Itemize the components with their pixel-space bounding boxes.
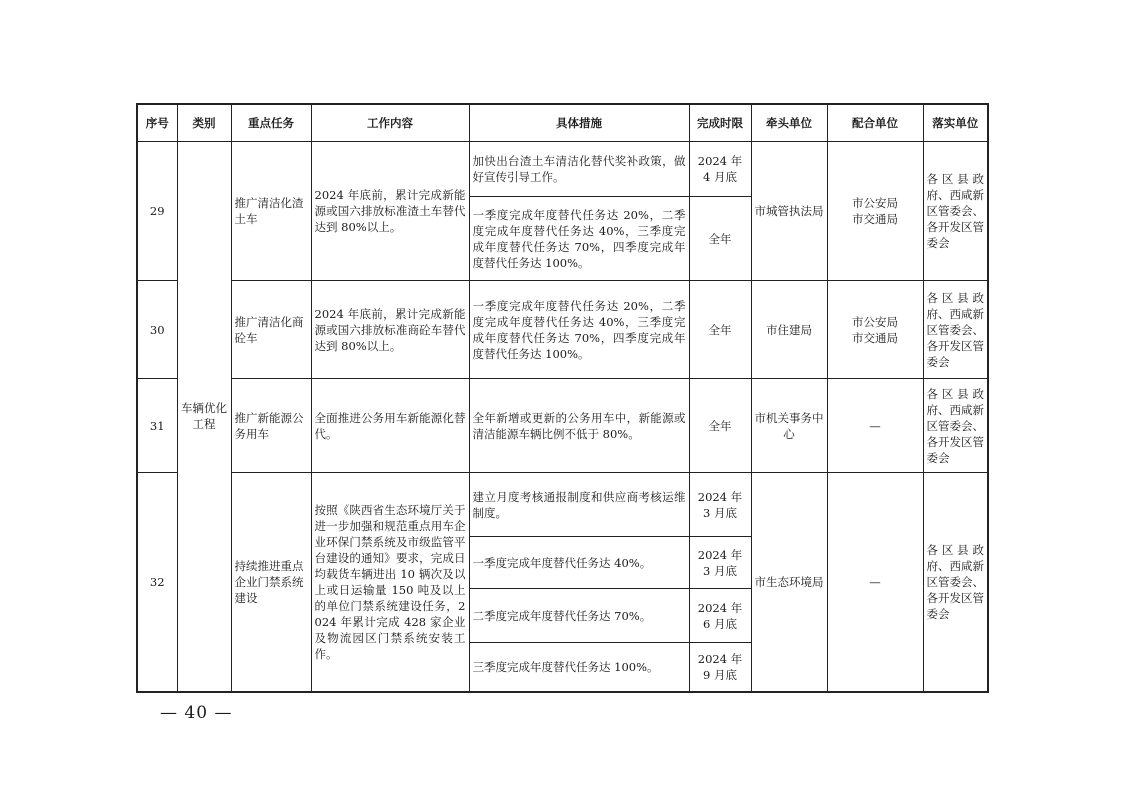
deadline-cell: 2024 年 9 月底 bbox=[689, 643, 751, 692]
coop-unit-cell: 市公安局 市交通局 bbox=[827, 142, 923, 281]
coop-unit-cell: — bbox=[827, 379, 923, 473]
task-cell: 推广清洁化渣土车 bbox=[231, 142, 311, 281]
content-cell: 全面推进公务用车新能源化替代。 bbox=[311, 379, 469, 473]
task-cell: 推广清洁化商砼车 bbox=[231, 281, 311, 379]
measure-cell: 一季度完成年度替代任务达 20%，二季度完成年度替代任务达 40%，三季度完成年度替代任务达 70%，四季度完成年度替代任务达 100%。 bbox=[469, 197, 689, 281]
impl-unit-cell: 各区县政府、西咸新区管委会、各开发区管委会 bbox=[923, 473, 988, 692]
header-cell: 类别 bbox=[177, 104, 231, 142]
lead-unit-cell: 市机关事务中心 bbox=[751, 379, 827, 473]
measure-cell: 一季度完成年度替代任务达 40%。 bbox=[469, 537, 689, 589]
row-number: 31 bbox=[137, 379, 177, 473]
deadline-cell: 全年 bbox=[689, 379, 751, 473]
task-cell: 持续推进重点企业门禁系统建设 bbox=[231, 473, 311, 692]
deadline-cell: 全年 bbox=[689, 281, 751, 379]
table-row bbox=[137, 379, 988, 473]
measure-cell: 一季度完成年度替代任务达 20%，二季度完成年度替代任务达 40%，三季度完成年度替代任务达 70%，四季度完成年度替代任务达 100%。 bbox=[469, 281, 689, 379]
impl-unit-cell: 各区县政府、西咸新区管委会、各开发区管委会 bbox=[923, 379, 988, 473]
table-row bbox=[137, 281, 988, 379]
coop-unit-cell: — bbox=[827, 473, 923, 692]
header-cell: 序号 bbox=[137, 104, 177, 142]
measure-cell: 全年新增或更新的公务用车中，新能源或清洁能源车辆比例不低于 80%。 bbox=[469, 379, 689, 473]
measure-cell: 二季度完成年度替代任务达 70%。 bbox=[469, 589, 689, 643]
deadline-cell: 2024 年 3 月底 bbox=[689, 473, 751, 537]
page-number: — 40 — bbox=[160, 703, 233, 723]
content-cell: 按照《陕西省生态环境厅关于进一步加强和规范重点用车企业环保门禁系统及市级监管平台建设的通知》要求，完成日均载货车辆进出 10 辆次及以上或日运输量 150 吨及以上的单位门禁系统建设任务，2024 年累计完成 428 家企业及物流园区门禁系统安装工作。 bbox=[311, 473, 469, 692]
row-number: 32 bbox=[137, 473, 177, 692]
deadline-cell: 全年 bbox=[689, 197, 751, 281]
content-cell: 2024 年底前，累计完成新能源或国六排放标准渣土车替代达到 80%以上。 bbox=[311, 142, 469, 281]
header-cell: 重点任务 bbox=[231, 104, 311, 142]
impl-unit-cell: 各区县政府、西咸新区管委会、各开发区管委会 bbox=[923, 142, 988, 281]
task-table bbox=[136, 103, 989, 693]
header-cell: 牵头单位 bbox=[751, 104, 827, 142]
header-cell: 具体措施 bbox=[469, 104, 689, 142]
measure-cell: 加快出台渣土车清洁化替代奖补政策，做好宣传引导工作。 bbox=[469, 142, 689, 197]
table-row bbox=[137, 142, 988, 197]
coop-unit-cell: 市公安局 市交通局 bbox=[827, 281, 923, 379]
header-cell: 配合单位 bbox=[827, 104, 923, 142]
impl-unit-cell: 各区县政府、西咸新区管委会、各开发区管委会 bbox=[923, 281, 988, 379]
table-row bbox=[137, 473, 988, 537]
header-cell: 落实单位 bbox=[923, 104, 988, 142]
measure-cell: 建立月度考核通报制度和供应商考核运维制度。 bbox=[469, 473, 689, 537]
category-cell: 车辆优化工程 bbox=[177, 142, 231, 692]
header-row bbox=[137, 104, 988, 142]
lead-unit-cell: 市生态环境局 bbox=[751, 473, 827, 692]
row-number: 29 bbox=[137, 142, 177, 281]
lead-unit-cell: 市城管执法局 bbox=[751, 142, 827, 281]
deadline-cell: 2024 年 6 月底 bbox=[689, 589, 751, 643]
lead-unit-cell: 市住建局 bbox=[751, 281, 827, 379]
header-cell: 完成时限 bbox=[689, 104, 751, 142]
deadline-cell: 2024 年 4 月底 bbox=[689, 142, 751, 197]
header-cell: 工作内容 bbox=[311, 104, 469, 142]
row-number: 30 bbox=[137, 281, 177, 379]
content-cell: 2024 年底前，累计完成新能源或国六排放标准商砼车替代达到 80%以上。 bbox=[311, 281, 469, 379]
measure-cell: 三季度完成年度替代任务达 100%。 bbox=[469, 643, 689, 692]
task-cell: 推广新能源公务用车 bbox=[231, 379, 311, 473]
deadline-cell: 2024 年 3 月底 bbox=[689, 537, 751, 589]
